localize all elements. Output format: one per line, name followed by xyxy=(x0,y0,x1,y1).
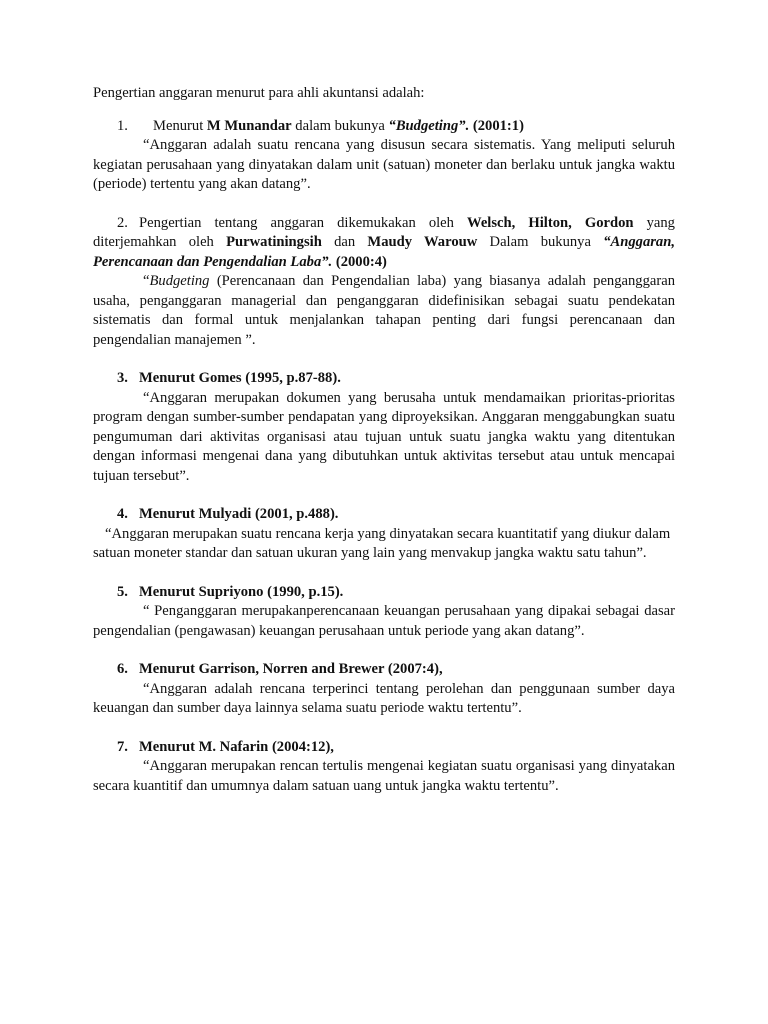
entry-6-heading xyxy=(93,660,675,680)
entry-6-quote: “Anggaran adalah rencana terperinci tentang perolehan dan penggunaan sumber daya keuangan dan sumber daya lainnya selama suatu periode waktu tertentu”. xyxy=(93,680,675,716)
entry-2-mid2: dan xyxy=(321,234,368,250)
entry-7-heading xyxy=(93,738,675,758)
entry-4-title: Menurut Mulyadi (2001, p.488). xyxy=(139,506,339,522)
definition-entry-1 xyxy=(93,117,675,195)
entry-6-number: 6. xyxy=(117,661,128,677)
entry-1-cite: (2001:1) xyxy=(469,117,524,134)
entry-2-quote-term: Budgeting xyxy=(149,273,210,289)
entry-5-quote: “ Penganggaran merupakanperencanaan keuangan perusahaan yang dipakai sebagai dasar pengendalian (pengawasan) keuangan perusahaan untuk periode yang akan datang”. xyxy=(93,603,675,639)
entry-7-number: 7. xyxy=(117,738,128,755)
entry-3-heading xyxy=(93,369,675,389)
definition-entry-3 xyxy=(93,369,675,486)
entry-2-pre: Pengertian tentang anggaran dikemukakan oleh xyxy=(139,214,468,231)
entry-1-heading xyxy=(93,117,675,137)
entry-1-mid: dalam bukunya xyxy=(291,117,389,134)
entry-2-mid3: Dalam bukunya xyxy=(477,234,604,250)
entry-2-translator-1: Purwatiningsih xyxy=(226,234,322,250)
entry-5-title: Menurut Supriyono (1990, p.15). xyxy=(139,583,344,600)
entry-2-quote-rest: (Perencanaan dan Pengendalian laba) yang biasanya adalah penganggaran usaha, penganggaran managerial dan penganggaran didefinisikan sebagai suatu pendekatan sistematis dan formal untuk menjalankan tahapan penting dari fungsi perencanaan dan pengendalian manajemen ”. xyxy=(93,273,675,348)
entry-2-number: 2. xyxy=(117,214,128,231)
entry-4-quote: “Anggaran merupakan suatu rencana kerja yang dinyatakan secara kuantitatif yang diukur dalam satuan moneter standar dan satuan ukuran yang lain yang menvakup jangka waktu satu tahun”. xyxy=(93,525,671,561)
entry-2-mid1: yang diterjemahkan oleh xyxy=(93,214,675,250)
entry-3-number: 3. xyxy=(117,370,128,386)
entry-2-cite: (2000:4) xyxy=(332,253,387,270)
entry-7-quote: “Anggaran merupakan rencan tertulis mengenai kegiatan suatu organisasi yang dinyatakan secara kuantitif dan umumnya dalam satuan uang untuk jangka waktu tertentu”. xyxy=(93,758,675,794)
entry-2-authors: Welsch, Hilton, Gordon xyxy=(467,214,634,231)
entry-4-number: 4. xyxy=(117,506,128,522)
definition-entry-5 xyxy=(93,583,675,642)
entry-1-book: “Budgeting”. xyxy=(388,117,470,134)
entry-1-pre: Menurut xyxy=(153,117,207,134)
document-page xyxy=(93,84,675,815)
entry-2-quote-open: “ xyxy=(143,273,150,289)
definition-entry-7 xyxy=(93,738,675,797)
entry-1-author: M Munandar xyxy=(206,117,292,134)
entry-2-quote xyxy=(93,272,675,350)
entry-5-heading xyxy=(93,583,675,603)
entry-2-book: “Anggaran, Perencanaan dan Pengendalian Laba”. xyxy=(93,234,675,270)
entry-2-translator-2: Maudy Warouw xyxy=(367,234,478,250)
entry-7-title: Menurut M. Nafarin (2004:12), xyxy=(139,738,334,755)
entry-4-heading xyxy=(93,505,675,525)
entry-2-heading xyxy=(93,214,675,273)
entry-5-number: 5. xyxy=(117,583,128,600)
entry-1-number: 1. xyxy=(117,117,128,134)
entry-3-title: Menurut Gomes (1995, p.87-88). xyxy=(139,370,341,386)
entry-6-title: Menurut Garrison, Norren and Brewer (2007:4), xyxy=(139,661,443,677)
intro-text: Pengertian anggaran menurut para ahli akuntansi adalah: xyxy=(93,85,425,101)
entry-1-quote: “Anggaran adalah suatu rencana yang disusun secara sistematis. Yang meliputi seluruh kegiatan perusahaan yang dinyatakan dalam unit (satuan) moneter dan berlaku untuk jangka waktu (periode) tertentu yang akan datang”. xyxy=(93,137,675,192)
definition-entry-6 xyxy=(93,660,675,719)
definition-entry-2 xyxy=(93,214,675,351)
definition-entry-4 xyxy=(93,505,675,564)
entry-3-quote: “Anggaran merupakan dokumen yang berusaha untuk mendamaikan prioritas-prioritas program dengan sumber-sumber pendapatan yang diproyeksikan. Anggaran menggabungkan suatu pengumuman dari aktivitas organisasi atau tujuan untuk suatu jangka waktu yang ditentukan dengan informasi mengenai dana yang dibutuhkan untuk aktivitas tersebut atau untuk mencapai tujuan tersebut”. xyxy=(93,389,675,484)
